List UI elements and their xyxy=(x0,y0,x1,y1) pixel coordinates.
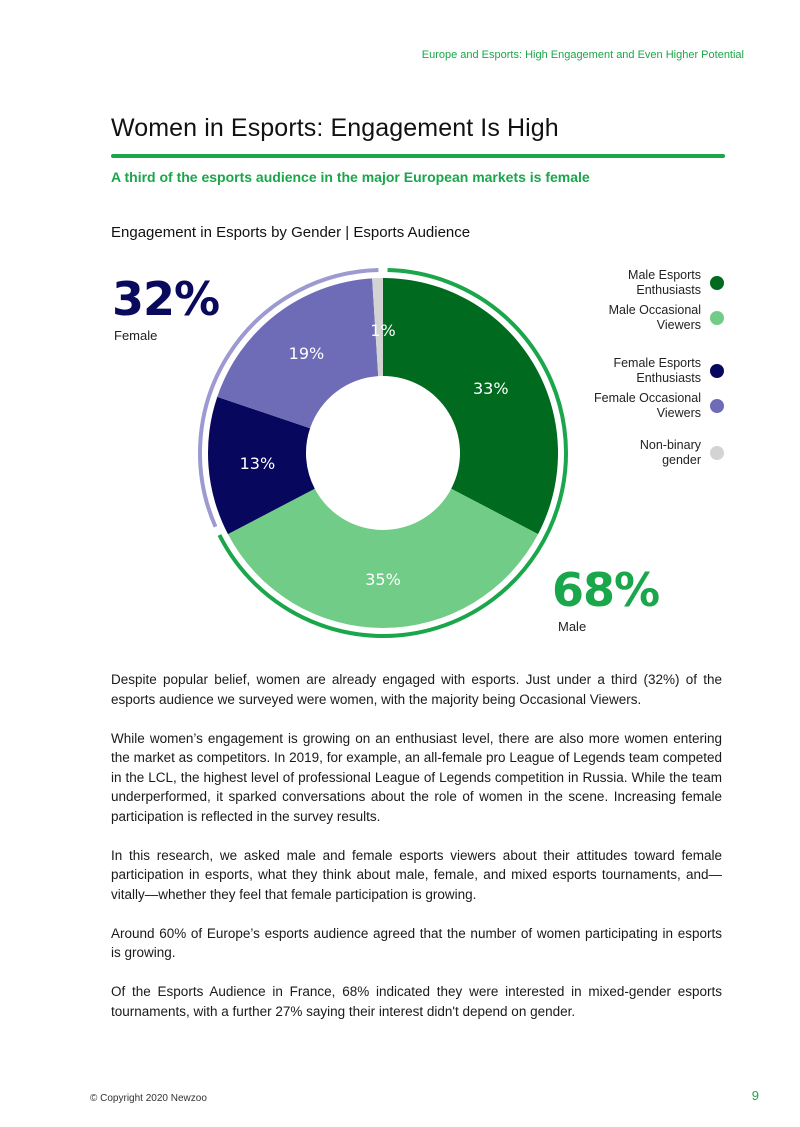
slice-data-label: 33% xyxy=(473,378,509,398)
legend-label: Viewers xyxy=(656,406,701,420)
legend-swatch xyxy=(710,276,724,290)
body-paragraph: Around 60% of Europe’s esports audience agreed that the number of women participating in esports is growing. xyxy=(111,925,722,960)
legend-item-non-binary xyxy=(501,438,701,468)
legend-item-female-enthusiasts xyxy=(501,356,701,386)
male-share-value: 68% xyxy=(552,563,660,617)
body-paragraph: Of the Esports Audience in France, 68% indicated they were interested in mixed-gender esports tournaments, with a further 27% saying their interest didn't depend on gender. xyxy=(111,984,722,1019)
body-paragraph: While women’s engagement is growing on an enthusiast level, there are also more women entering the market as competitors. In 2019, for example, an all-female pro League of Legends team competed in the LCL, the highest level of professional League of Legends competition in Russia. While the team underperformed, it sparked conversations about the role of women in the scene. Increasing female participation is reflected in the survey results. xyxy=(111,730,722,824)
legend-label: Viewers xyxy=(656,318,701,332)
legend-label: Enthusiasts xyxy=(636,283,701,297)
slice-data-label: 1% xyxy=(370,321,396,340)
body-paragraph: Despite popular belief, women are already engaged with esports. Just under a third (32%) of the esports audience we surveyed were women, with the majority being Occasional Viewers. xyxy=(111,672,722,707)
legend-label: Male Esports xyxy=(628,268,701,282)
body-text xyxy=(111,670,722,1041)
page-number: 9 xyxy=(751,1088,759,1103)
female-share-label: Female xyxy=(114,328,158,343)
female-share-value: 32% xyxy=(112,272,220,326)
page-title: Women in Esports: Engagement Is High xyxy=(111,114,559,142)
legend-label: Enthusiasts xyxy=(636,371,701,385)
legend-swatch xyxy=(710,446,724,460)
footer-copyright: © Copyright 2020 Newzoo xyxy=(90,1093,207,1104)
running-header: Europe and Esports: High Engagement and Even Higher Potential xyxy=(421,49,744,61)
legend-label: Male Occasional xyxy=(608,303,701,317)
chart-title: Engagement in Esports by Gender | Esports Audience xyxy=(111,224,471,241)
slice-data-label: 13% xyxy=(239,453,276,473)
legend-swatch xyxy=(710,311,724,325)
legend-item-male-occasional xyxy=(501,303,701,333)
body-paragraph: In this research, we asked male and female esports viewers about their attitudes toward female participation in esports, what they think about male, female, and mixed esports tournaments, and—vitally—whether they feel that female participation is growing. xyxy=(111,847,722,902)
legend-label: Non-binary xyxy=(639,438,701,452)
slice-data-label: 35% xyxy=(365,570,401,589)
legend-swatch xyxy=(710,364,724,378)
legend-item-male-enthusiasts xyxy=(501,268,701,298)
slice-data-label: 19% xyxy=(288,343,325,363)
legend-item-female-occasional xyxy=(501,391,701,421)
legend-label: Female Occasional xyxy=(594,391,701,405)
male-share-label: Male xyxy=(558,619,587,634)
page-subtitle: A third of the esports audience in the major European markets is female xyxy=(111,169,590,185)
legend-label: gender xyxy=(662,453,701,467)
legend-label: Female Esports xyxy=(613,356,701,370)
legend-swatch xyxy=(710,399,724,413)
